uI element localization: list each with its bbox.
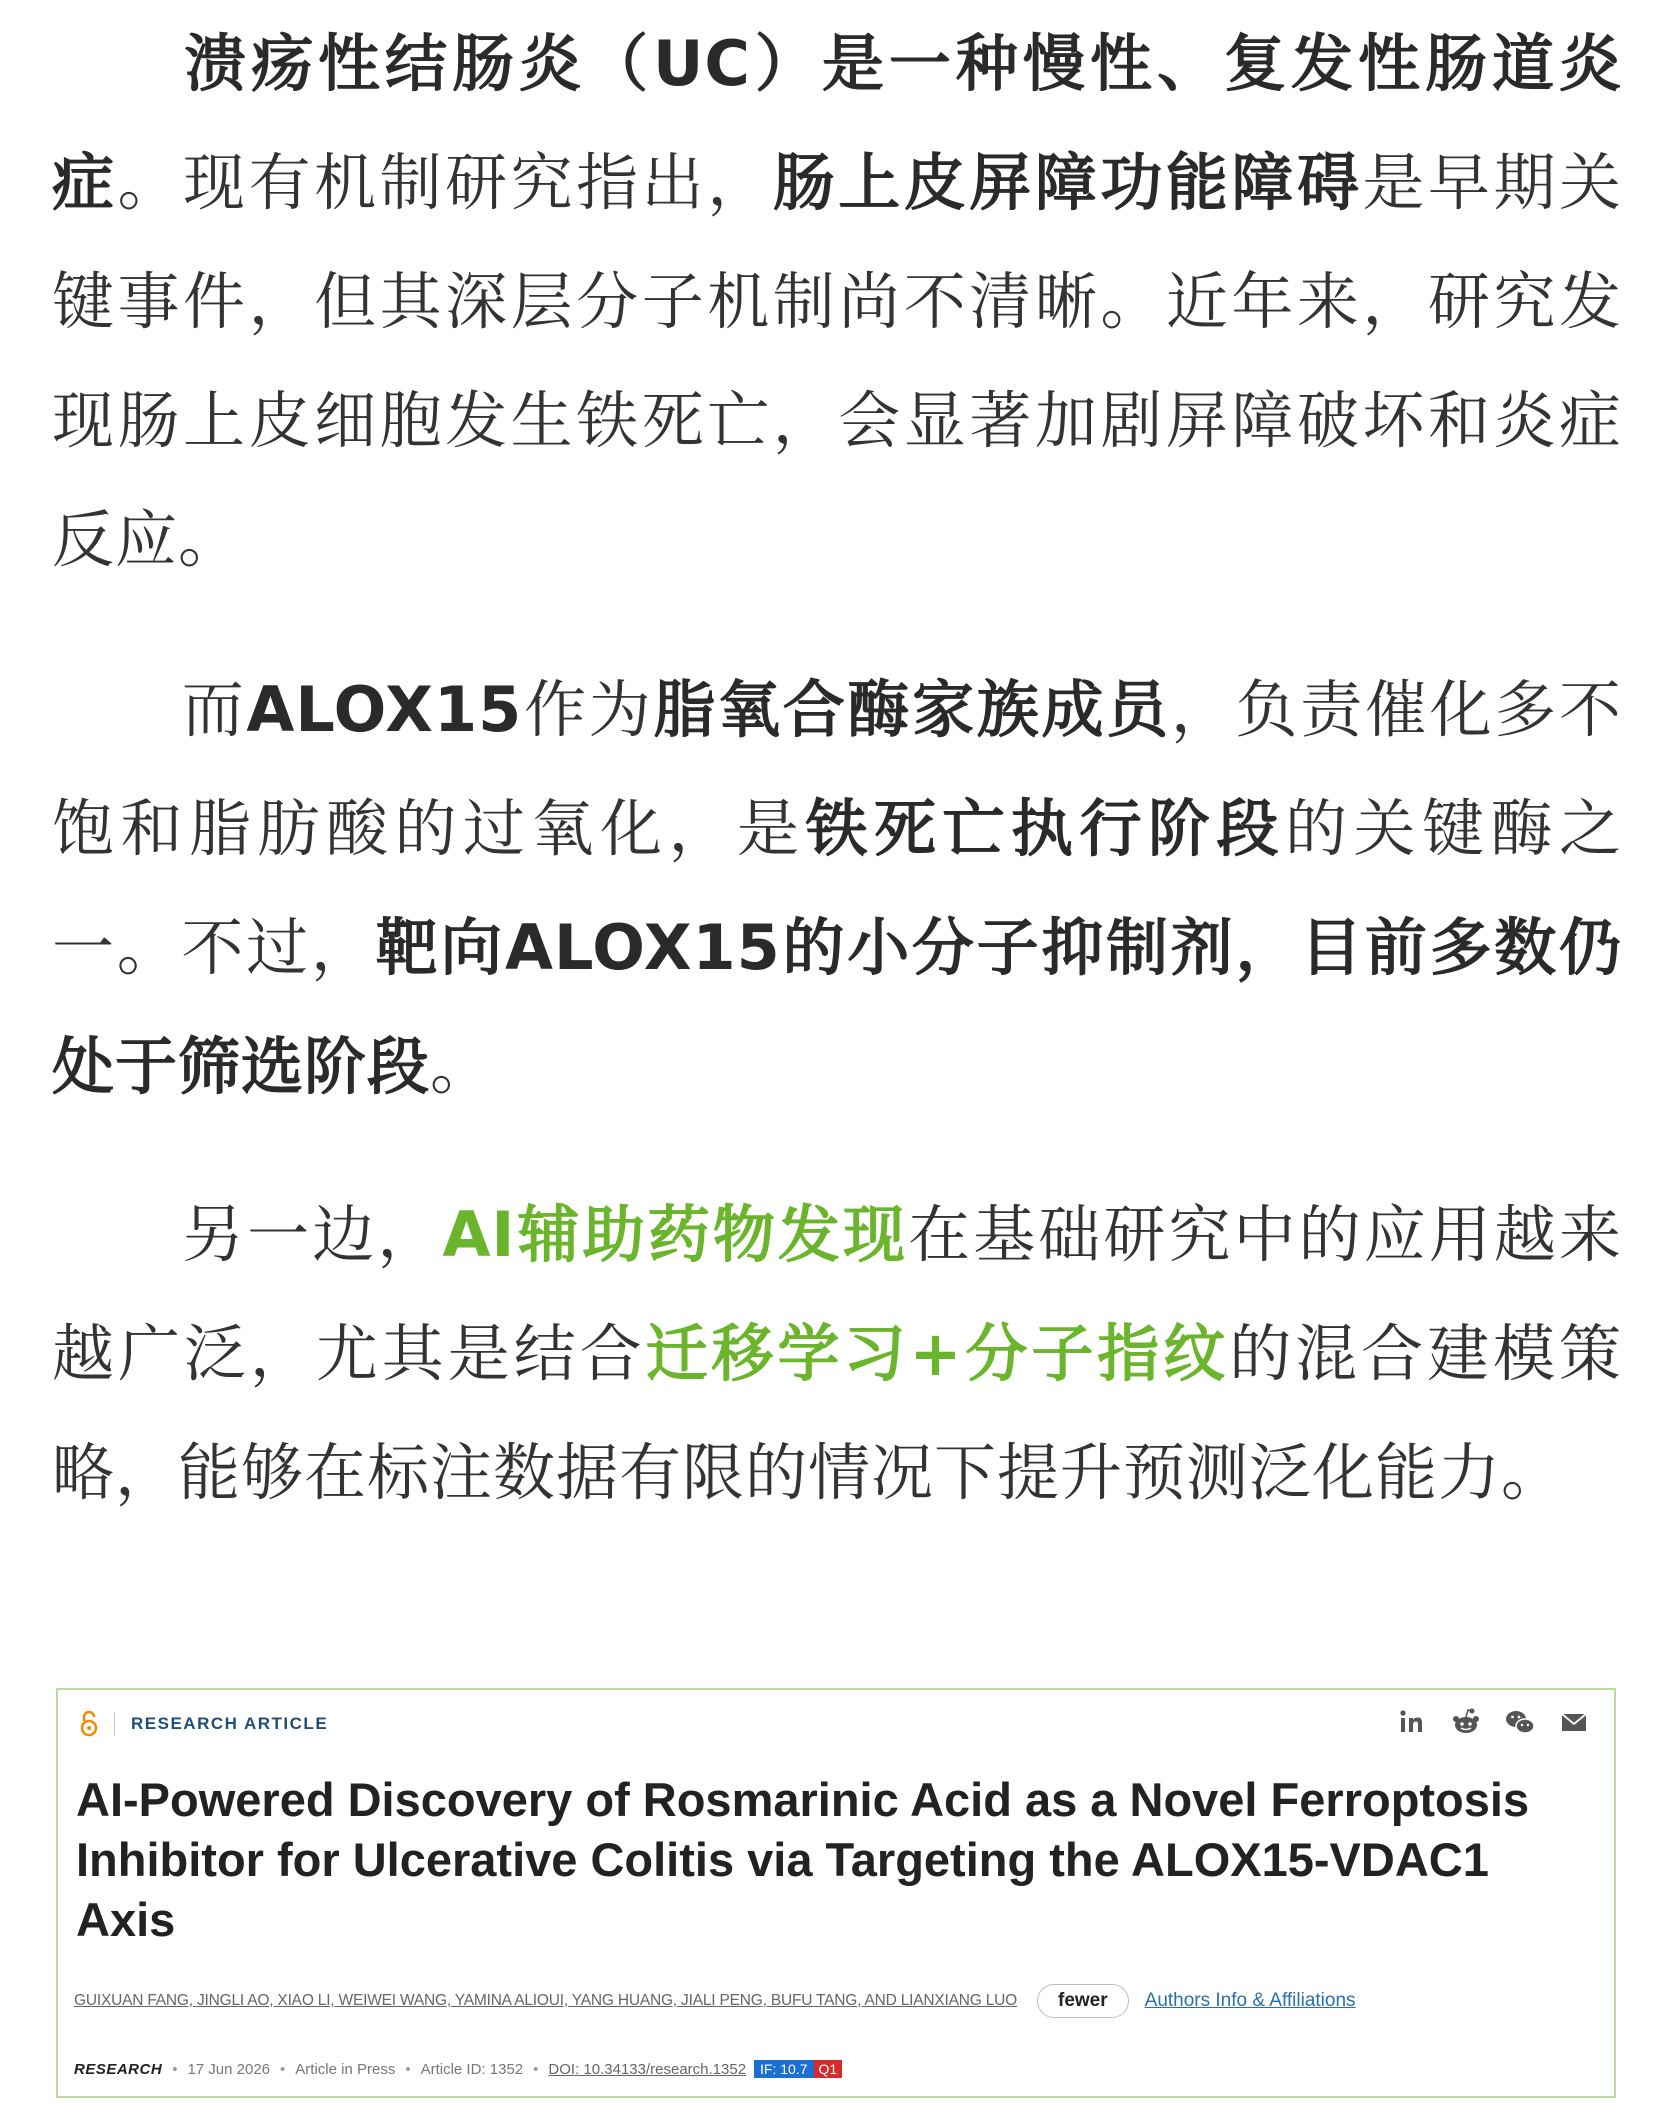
separator-dot: • <box>533 2060 539 2078</box>
green-highlight: 迁移学习+分子指纹 <box>645 1317 1230 1390</box>
article-status: Article in Press <box>295 2060 396 2078</box>
article-type-label: RESEARCH ARTICLE <box>131 1714 329 1733</box>
text-run: 作为 <box>522 673 654 746</box>
bold-phrase: 肠上皮屏障功能障碍 <box>772 146 1363 219</box>
separator-dot: • <box>172 2060 178 2078</box>
article-meta <box>74 2060 842 2078</box>
impact-factor-badge: IF: 10.7 <box>754 2060 813 2078</box>
separator-dot: • <box>280 2060 286 2078</box>
reddit-icon[interactable] <box>1450 1706 1482 1738</box>
paragraph-ai-drug-discovery <box>52 1175 1622 1532</box>
wechat-icon[interactable] <box>1504 1706 1536 1738</box>
bold-phrase: 溃疡性结肠炎（UC）是一种 <box>180 27 1023 100</box>
doi-link[interactable]: DOI: 10.34133/research.1352 <box>548 2060 747 2078</box>
article-header-row <box>78 1704 328 1744</box>
separator-dot: • <box>405 2060 411 2078</box>
text-run: 。现有机制研究指出， <box>117 146 773 219</box>
text-run: 是早期关键事件，但其深层分子机制尚不清晰。近年来，研究发现肠上皮细胞发生铁死亡，会显著加剧屏障破坏和炎症反应。 <box>52 146 1622 576</box>
bold-phrase: ALOX15 <box>246 673 523 746</box>
linkedin-icon[interactable] <box>1396 1706 1428 1738</box>
green-highlight: AI辅助药物发现 <box>442 1198 909 1271</box>
text-run: 慢性、复发性肠道炎症 <box>52 27 1622 219</box>
quartile-badge: Q1 <box>814 2060 843 2078</box>
text-run: 在基础研究中的应用越来越广泛，尤其是结合 <box>52 1198 1622 1390</box>
bold-phrase: 铁死亡执行阶段 <box>805 792 1285 865</box>
author-row <box>74 1984 1356 2018</box>
author-list[interactable]: GUIXUAN FANG, JINGLI AO, XIAO LI, WEIWEI WANG, YAMINA ALIOUI, YANG HUANG, JIALI PENG, BUFU TANG, AND LIANXIANG LUO <box>74 1992 1017 2009</box>
authors-affiliations-link[interactable]: Authors Info & Affiliations <box>1144 1990 1356 2011</box>
article-id: Article ID: 1352 <box>420 2060 524 2078</box>
divider <box>114 1712 115 1736</box>
bold-phrase: 靶向ALOX15的小分子抑制剂，目前多数仍处于筛选阶段 <box>52 911 1622 1103</box>
paragraph-uc-intro <box>52 4 1622 599</box>
journal-name: RESEARCH <box>74 2060 163 2078</box>
open-access-icon <box>78 1709 100 1739</box>
text-run: 的混合建模策略，能够在标注数据有限的情况下提升预测泛化能力。 <box>52 1317 1622 1509</box>
text-run: 另一边， <box>180 1198 443 1271</box>
text-run: 的关键酶之一。不过， <box>52 792 1622 984</box>
paragraph-alox15 <box>52 650 1622 1126</box>
fewer-authors-button[interactable]: fewer <box>1037 1984 1129 2018</box>
text-run: 而 <box>180 673 247 746</box>
article-title[interactable]: AI-Powered Discovery of Rosmarinic Acid as a Novel Ferroptosis Inhibitor for Ulcerative Colitis via Targeting the ALOX15-VDAC1 Axis <box>76 1773 1530 1946</box>
text-run: 。 <box>430 1030 494 1103</box>
article-card <box>56 1688 1616 2098</box>
share-bar <box>1396 1706 1590 1738</box>
text-run: ，负责催化多不饱和脂肪酸的过氧化，是 <box>52 673 1622 865</box>
bold-phrase: 脂氧合酶家族成员 <box>653 673 1171 746</box>
publish-date: 17 Jun 2026 <box>187 2060 271 2078</box>
email-icon[interactable] <box>1558 1706 1590 1738</box>
